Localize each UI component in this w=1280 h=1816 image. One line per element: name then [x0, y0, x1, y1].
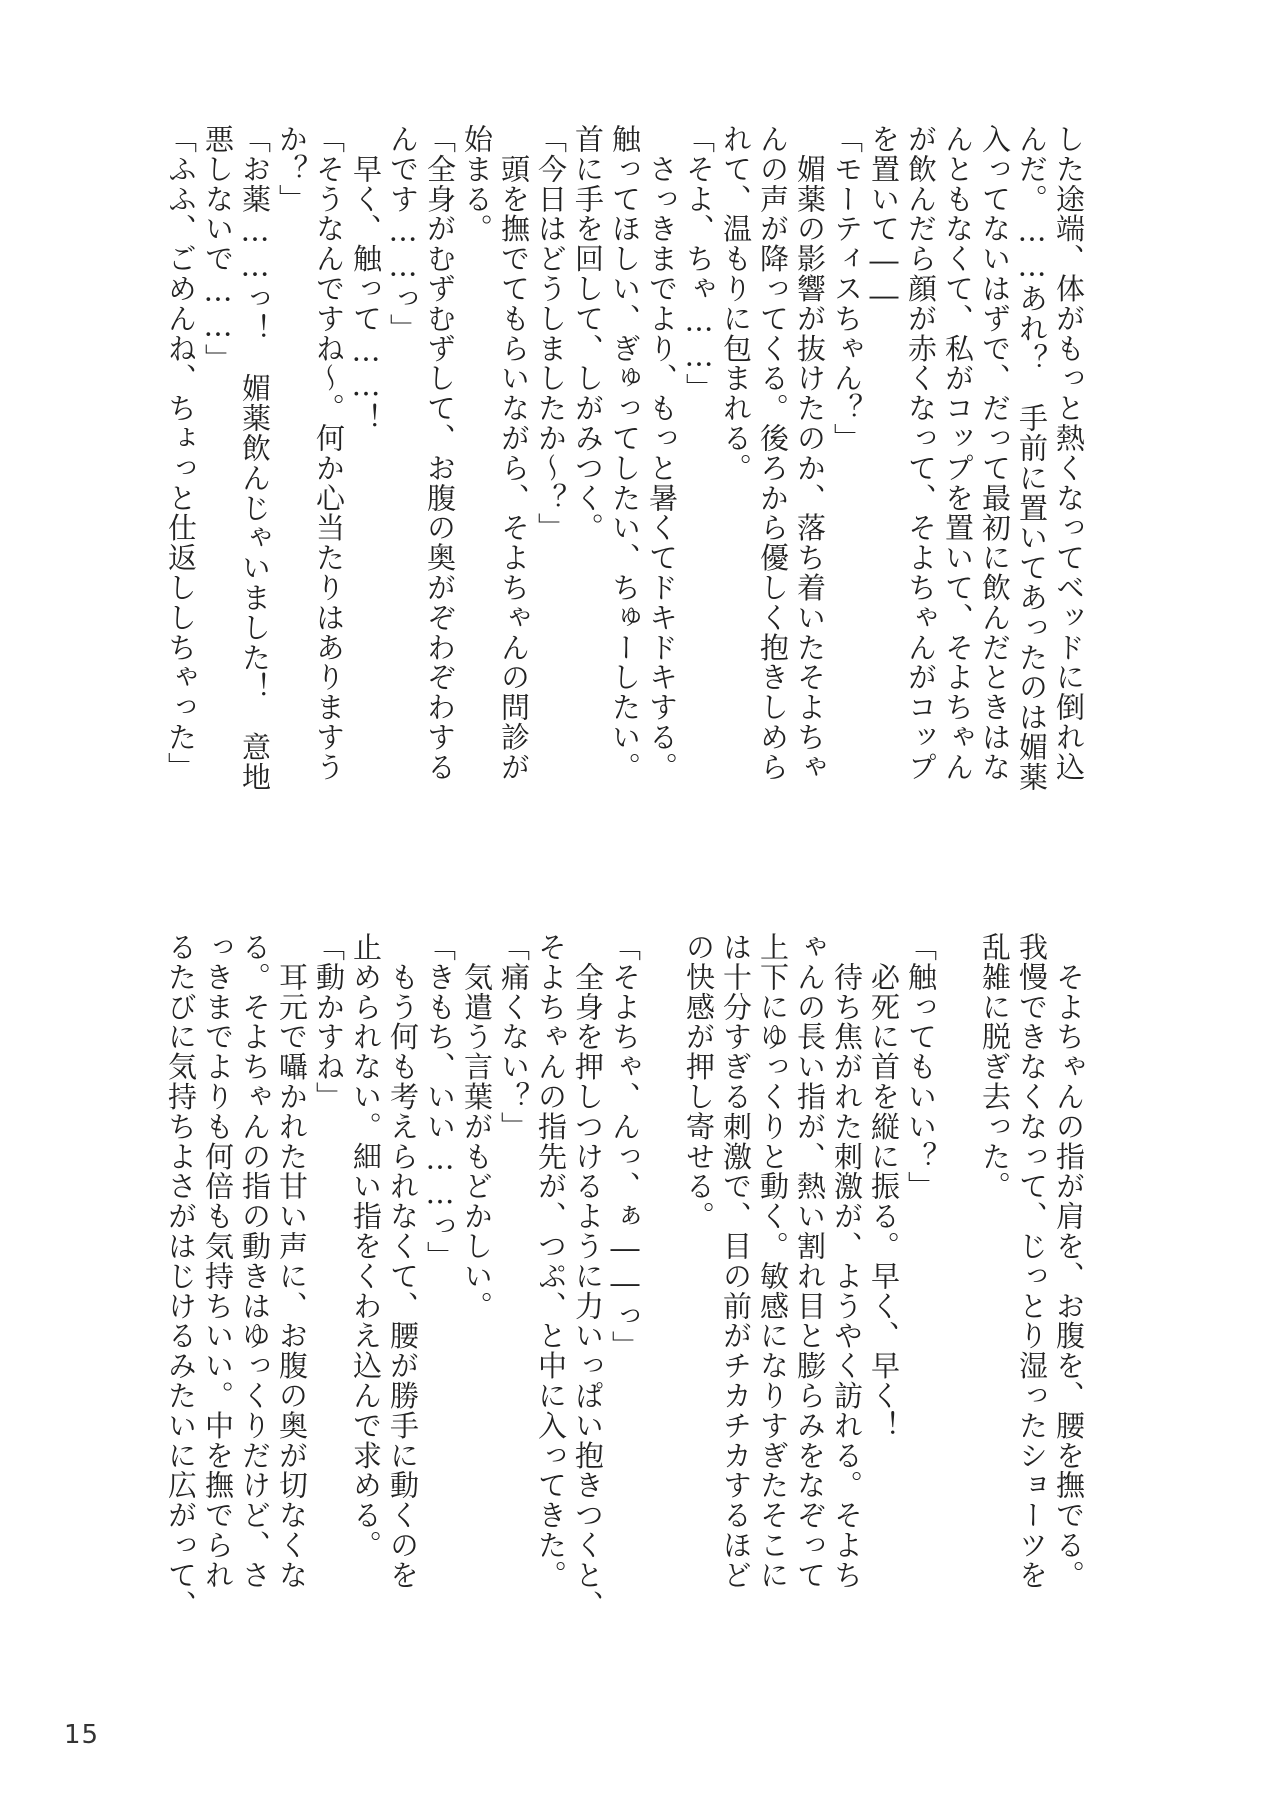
page-number: 15	[64, 1720, 100, 1750]
text-line: っきまでよりも何倍も気持ちいい。中を撫でられ	[201, 932, 235, 1590]
text-line: 「全身がむずむずして、お腹の奥がぞわぞわする	[423, 124, 457, 782]
text-line: んです……っ」	[386, 124, 420, 344]
blank-line	[643, 932, 680, 1702]
text-line: 媚薬の影響が抜けたのか、落ち着いたそよちゃ	[793, 124, 827, 782]
text-line: 乱雑に脱ぎ去った。	[978, 932, 1012, 1202]
text-line: そよちゃんの指先が、つぷ、と中に入ってきた。	[534, 932, 568, 1590]
text-line: 必死に首を縦に振る。早く、早く！	[867, 932, 901, 1441]
text-line: んの声が降ってくる。後ろから優しく抱きしめら	[756, 124, 790, 782]
text-line: 「ふふ、ごめんね、ちょっと仕返ししちゃった」	[164, 124, 198, 782]
text-line: 「きもち、いい……っ」	[423, 932, 457, 1271]
text-line: るたびに気持ちよさがはじけるみたいに広がって、	[164, 932, 198, 1620]
text-line: 「そうなんですね～。何か心当たりはありますう	[312, 124, 346, 782]
text-line: る。そよちゃんの指の動きはゆっくりだけど、さ	[238, 932, 272, 1590]
text-column-bottom	[157, 932, 1087, 1702]
text-line: 耳元で囁かれた甘い声に、お腹の奥が切なくな	[275, 932, 309, 1590]
text-line: か？」	[275, 124, 309, 214]
text-line: 触ってほしい、ぎゅってしたい、ちゅーしたい。	[608, 124, 642, 782]
text-line: さっきまでより、もっと暑くてドキドキする。	[645, 124, 679, 782]
text-line: 上下にゆっくりと動く。敏感になりすぎたそこに	[756, 932, 790, 1590]
text-line: 「今日はどうしましたか～？」	[534, 124, 568, 543]
text-line: そよちゃんの指が肩を、お腹を、腰を撫でる。	[1052, 932, 1086, 1590]
text-line: 全身を押しつけるように力いっぱい抱きつくと、	[571, 932, 605, 1620]
text-line: んだ。……あれ？ 手前に置いてあったのは媚薬	[1015, 124, 1049, 792]
text-line: んともなくて、私がコップを置いて、そよちゃん	[941, 124, 975, 782]
text-line: 「そよちゃ、んっ、ぁ――っ」	[608, 932, 642, 1361]
text-line: ゃんの長い指が、熱い割れ目と膨らみをなぞって	[793, 932, 827, 1590]
text-line: 我慢できなくなって、じっとり湿ったショーツを	[1015, 932, 1049, 1590]
text-line: 止められない。細い指をくわえ込んで求める。	[349, 932, 383, 1560]
text-line: 「お薬……っ！ 媚薬飲んじゃいました！ 意地	[238, 124, 272, 792]
text-line: 気遣う言葉がもどかしい。	[460, 932, 494, 1321]
text-line: は十分すぎる刺激で、目の前がチカチカするほど	[719, 932, 753, 1590]
text-line: が飲んだら顔が赤くなって、そよちゃんがコップ	[904, 124, 938, 782]
text-line: 「動かすね」	[312, 932, 346, 1112]
text-line: 「モーティスちゃん？」	[830, 124, 864, 453]
text-line: 「そよ、ちゃ……」	[682, 124, 716, 404]
text-line: 「触ってもいい？」	[904, 932, 938, 1202]
text-line: 待ち焦がれた刺激が、ようやく訪れる。そよち	[830, 932, 864, 1590]
text-line: もう何も考えられなくて、腰が勝手に動くのを	[386, 932, 420, 1590]
text-line: 悪しないで……」	[201, 124, 235, 374]
text-line: 早く、触って……！	[349, 124, 383, 433]
text-line: れて、温もりに包まれる。	[719, 124, 753, 483]
text-line: 首に手を回して、しがみつく。	[571, 124, 605, 543]
text-line: 「痛くない？」	[497, 932, 531, 1142]
text-line: した途端、体がもっと熱くなってベッドに倒れ込	[1052, 124, 1086, 782]
blank-line	[939, 932, 976, 1702]
text-line: 入ってないはずで、だって最初に飲んだときはな	[978, 124, 1012, 782]
text-line: の快感が押し寄せる。	[682, 932, 716, 1231]
text-line: 頭を撫でてもらいながら、そよちゃんの問診が	[497, 124, 531, 782]
text-column-top	[157, 124, 1087, 894]
text-line: 始まる。	[460, 124, 494, 244]
text-line: を置いて――	[867, 124, 901, 314]
